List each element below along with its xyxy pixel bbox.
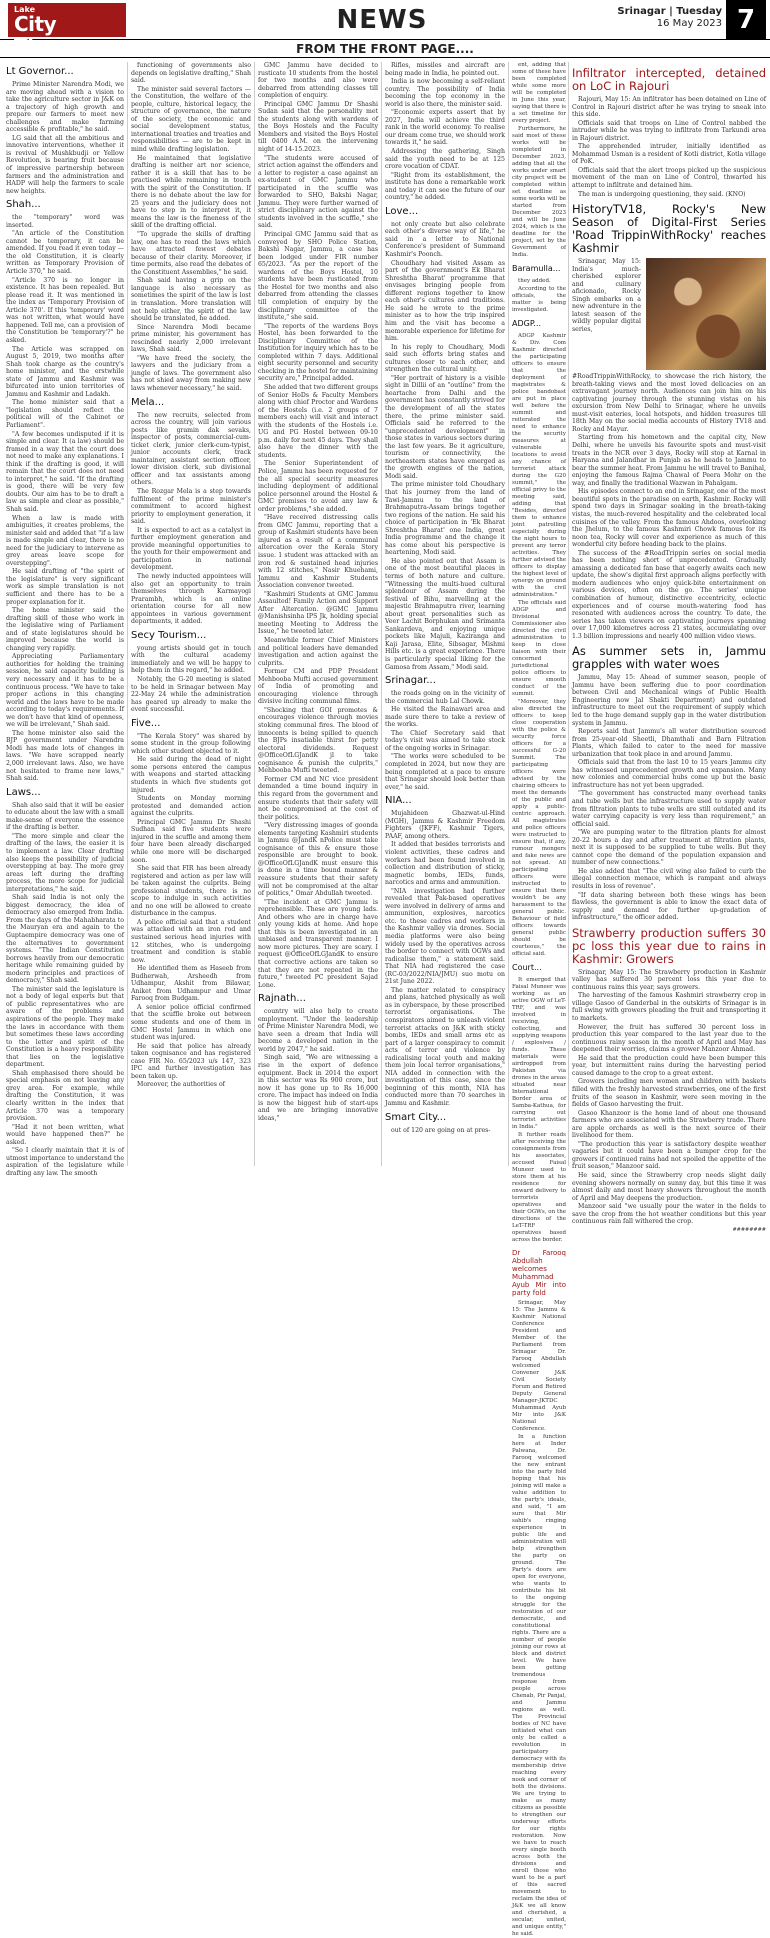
- article-heading: Baramulla...: [512, 264, 561, 273]
- paragraph: Shah emphasised there should be special emphasis on not leaving any grey area. For example, while drafting the Constitution, it was clearly written in the index that Article 370 was a temporary provision.: [6, 1069, 124, 1123]
- paragraph: "The government has constructed many overhead tanks and tube wells but the infrastructure used to supply water from filtration plants to tube wells are still outdated and its water carrying capacity is very less than requirement," an official said.: [572, 790, 766, 828]
- section-title: NEWS: [336, 5, 428, 35]
- paragraph: "The production this year is satisfactory despite weather vagaries but it could have been a bumper crop for the growers if continued rains had not spoiled the appetite of the fruit season," Manzoor said.: [572, 1140, 766, 1171]
- paragraph: Starting from his hometown and the capital city, New Delhi, where he unveils his favourite spots and must-visit treats in the NCR over 3 days, Rocky will stop at Karnal in Haryana and Jalandhar in Punjab as he heads to Jammu to bear the summer heat. From Jammu he will travel to Banihal, enjoying the famous Rajma Chawal of Peera Mohr on the way, and finally the traditional Wazwan in Pahalgam.: [572, 434, 766, 487]
- paragraph: "Very distressing images of goonda elements targeting Kashmiri students in Jammu @JandK nPolice must take cognisance of this & ensure those responsible are brought to book. @OfficeOfLGJandK must ensure this is done in a time bound manner & reassure students that their safety will not be compromised at the altar of politics," Omar Abdullah tweeted.: [258, 822, 378, 898]
- column-3: [258, 62, 378, 1166]
- article-heading: Smart City...: [385, 1111, 447, 1123]
- column-1: [6, 62, 124, 1177]
- paragraph: He also added that "The civil wing also failed to curb the illegal connection menace, which is rampant and always results in loss of revenue".: [572, 867, 766, 891]
- paragraph: Growers including men women and children with baskets filled with the freshly harvested strawberries, one of the first fruits of the season in Kashmir, were seen moving in the fields of Gasoo harvesting the fruit.: [572, 1078, 766, 1109]
- paragraph: The newly inducted appointees will also get an opportunity to train themselves through Karmayogi Prarambh, which is an online orientation course for all new appointees in various government departments, it added.: [131, 573, 251, 626]
- paragraph: "To upgrade the skills of drafting law, one has to read the laws which have attracted fewest debates because of their clarity. Moreover, if time permits, also read the debates of the Constituent Assemblies," he said.: [131, 231, 251, 276]
- paragraph: Rifles, missiles and aircraft are being made in India, he pointed out.: [385, 62, 505, 77]
- paragraph: Singh said, "We are witnessing a rise in the export of defence equipment. Back in 2014 the export in this sector was Rs 900 crore, but now it has gone up to Rs 16,000 crore. The impact has indeed on India is now the biggest hub of start-ups and we are bringing innovative ideas,": [258, 1054, 378, 1122]
- paragraph: functioning of governments also depends on legislative drafting," Shah said.: [131, 62, 252, 85]
- column-rule: [127, 62, 128, 1166]
- article-heading: Mela...: [131, 396, 165, 408]
- paragraph: He maintained that legislative drafting is neither art nor science, rather it is a skill that has to be practised while remaining in touch with the spirit of the Constitution. If there is no debate about the law for 25 years and the judiciary does not have to step in to interpret it, it means the law is the fineness of the skill of the drafting official.: [131, 154, 251, 230]
- paragraph: When a law is made with ambiguities, it creates problems, the minister said and added that "if a law is made simple and clear, there is no need for the judiciary to intervene as grey areas leave scope for overstepping".: [6, 514, 124, 567]
- paragraph: Officials said that the alert troops picked up the suspicious movement of the man on Line of Control, thwarted his attempt to infiltrate and detained him.: [572, 166, 766, 190]
- column-rule: [568, 62, 569, 1166]
- paragraph: "Have received distressing calls from GMC Jammu, reporting that a group of Kashmiri students have been injured as a result of a communal altercation over the Kerala Story issue. 1 student was attacked with an iron rod & sustained head injuries with 12 stitches," Nasir Khuehami, Jammu and Kashmir Students Association convenor tweeted.: [258, 514, 378, 590]
- paragraph: "Right from its establishment, the institute has done a remarkable work and today it can see the future of our country," he added.: [385, 171, 505, 202]
- paragraph: Former CM and NC vice president demanded a time bound inquiry in this regard from the government and ensure students that their safety will not be compromised at the cost of their politics.: [258, 775, 378, 821]
- paragraph: The home minister said the drafting skill of those who work in the legislative wing of Parliament and of state legislatures should be improved because the world is changing very rapidly.: [6, 607, 124, 652]
- paragraph: The minister said several factors — the Constitution, the welfare of the people, culture, historical legacy, the structure of governance, the nature of the society, the economic and social development status, international treaties and treaties and responsibilities — are to be kept in mind while drafting legislation.: [131, 85, 251, 154]
- paragraph: country will also help to create employment. "Under the leadership of Prime Minister Narendra Modi, we have seen a dream that India will become a developed nation in the world by 2047," he said.: [258, 1008, 378, 1053]
- paragraph: However, the fruit has suffered 30 percent loss in production this year compared to the last year due to the continuous rainy season in the month of April and May has deepened their worries, claims a grower Manzoor Ahmad.: [572, 1023, 766, 1054]
- paragraph: The matter related to conspiracy and plans, hatched physically as well as in cyberspace, by these proscribed terrorist organisations. The conspirators aimed to unleash violent terrorist attacks on J&K with sticky bombs, IEDs and small arms etc as part of a larger conspiracy to commit acts of terror and violence by radicalising local youth and making them join local terror organisations," NIA added in connection with the investigation of this case, since the beginning of this month, NIA has conducted more than 70 searches in Jammu and Kashmir.: [385, 986, 505, 1107]
- paragraph: "The incident at GMC Jammu is reprehensible. These are young lads. And others who are in charge have only young kids at home. And hope that this is been investigated in an unbiased and transparent manner. I now more pictures. They are scary. I request @OfficeOfLGJandK to ensure that corrective actions are taken so that they are not repeated in the future," tweeted PC president Sajad Lone.: [258, 898, 378, 989]
- page-number: 7: [726, 0, 766, 40]
- paragraph: Shah said having a grip on the language is also necessary as sometimes the spirit of the law is lost in translation. More translation will not help either, the spirit of the law should be translated, he added.: [131, 277, 251, 323]
- paragraph: The new recruits, selected from across the country, will join various posts like gramin dak sevaks, inspector of posts, commercial-cum-ticket clerk, junior clerk-cum-typist, junior accounts clerk, track maintainer, assistant section officer, lower division clerk, sub divisional officer and tax assistants among others.: [131, 411, 251, 487]
- paragraph: young artists should get in touch with the cultural academy immediately and we will be happy to help them in this regard," he added.: [131, 644, 251, 675]
- paragraph: Shah also said that it will be easier to educate about the law with a small make-sense of everyone the essence if the drafting is better.: [6, 801, 124, 832]
- paragraph: "The students were accused of strict action against the offenders and a letter to register a case against an ex-student of GMC Jammu who participated in the scuffle was forwarded to SHO, Bakshi Nagar, Jammu. They were further warned of strict disciplinary action against the students involved in the scuffle," she said.: [258, 154, 378, 230]
- column-rule: [254, 62, 255, 1166]
- headline-farooq: Dr Farooq Abdullah welcomes Muhammad Ayub Mir into party fold: [512, 1249, 566, 1297]
- paragraph: The apprehended intruder, initially identified as Mohammad Usman is a resident of Kotli district, Kotla village of PoK.: [572, 143, 766, 166]
- rocky-singh-photo: [646, 258, 766, 370]
- paragraph: Meanwhile former Chief Ministers and political leaders have demanded investigation and action against the culprits.: [258, 637, 378, 667]
- paragraph: It further reads after receiving the consignments from his associates, accused Faisal Muneer used to store them at his residence for onward delivery to terrorists operatives and their OGWs, on the directions of the LeT-TRF operatives based across the border.: [512, 1132, 566, 1243]
- paragraph: "NIA investigation had further revealed that Pak-based operatives were involved in delivery of arms and ammunition, explosives, narcotics etc. to these cadres and workers in the Kashmir valley via drones. Social media platforms were also being widely used by the operatives across the border to connect with OGWs and radicalise them," a statement said. That NIA had registered the case (RC-03/2022/NIA/JMU) suo motu on 21st June 2022.: [385, 887, 505, 986]
- paragraph: Mujahideen Ghazwat-ul-Hind (MGH), Jammu & Kashmir Freedom Fighters (JKFF), Kashmir Tigers, PAAF, among others.: [385, 810, 505, 840]
- paragraph: "Article 370 is no longer in existence. It has been repealed. But please read it. It was mentioned in the index as 'Temporary Provision of Article 370'. If this 'temporary' word was not written, what would have happened. Tell me, can a provision of the Constitution be 'temporary'?" he asked.: [6, 276, 124, 344]
- paragraph: He said drafting of "the spirit of the legislature" is very significant work as simple translation is not sufficient and there has to be a proper explanation for it.: [6, 568, 124, 606]
- paragraph: Students on Monday morning protested and demanded action against the culprits.: [131, 795, 251, 818]
- paragraph: Notably, the G-20 meeting is slated to be held in Srinagar between May 22-May 24 while the administration has geared up already to make the event successful.: [131, 676, 251, 714]
- article-heading: Srinagar...: [385, 675, 436, 687]
- paragraph: The minister said the legislature is not a body of legal experts but that of public representatives who are aware of the problems and aspirations of the people. They make the laws in accordance with them but sometimes these laws according to the letter and spirit of the Constitution is a heavy responsibility that lies on the legislative department.: [6, 985, 124, 1069]
- paragraph: The man is undergoing questioning, they said. (KNO): [578, 190, 746, 198]
- section-subhead: FROM THE FRONT PAGE....: [0, 40, 770, 58]
- paragraph: the roads going on in the vicinity of the commercial hub Lal Chowk.: [385, 690, 505, 705]
- paragraph: Srinagar, May 15: The Jammu & Kashmir National Conference President and Member of the Parliament from Srinagar Dr. Farooq Abdullah welcomed Convener J&K Civil Society Forum and Retired Deputy General Manager-JKTDC Muhammad Ayub Mir into J&K National Conference.: [512, 1300, 566, 1432]
- paragraph: Srinagar, May 15: India's much-cherished explorer and culinary aficionado, Rocky Singh embarks on a new adventure in the latest season of the wildly popular digital series, #RoadTrippinWithRocky, to showcase the rich history, the breath-taking views and the most loved delicacies on an extravagant journey north. Audiences can join him on his captivating journey through the stunning vistas on his excursion from New Delhi to Srinagar, where he unveils must-visit eateries, local hotspots, and hidden treasures till 18th May on the social media accounts of History TV18 and Rocky and Mayur.: [572, 258, 766, 433]
- city-day: Srinagar | Tuesday: [617, 6, 722, 17]
- article-heading: Secy Tourism...: [131, 629, 207, 641]
- paragraph: According to the officials, the matter is being investigated.: [512, 286, 566, 313]
- paragraph: Moreover, the authorities of: [137, 1081, 225, 1089]
- headline-infiltrator: Infiltrator intercepted, detained on LoC in Rajouri: [572, 66, 766, 93]
- column-rule: [508, 62, 509, 1166]
- paragraph: Principal GMC Jammu Dr Shashi Sudhan said five students were injured in the scuffle and among them four have been already discharged while one more will be discharged soon.: [131, 818, 251, 864]
- headline-historytv18: HistoryTV18, Rocky's New Season of Digital-First Series 'Road TrippinWithRocky' reaches Kashmir: [572, 202, 766, 256]
- paragraph: The home minister also said the BJP government under Narendra Modi has made lots of changes in laws. "We have scrapped nearly 2,000 irrelevant laws. Also, we have not hesitated to frame new laws," Shah said.: [6, 729, 124, 783]
- paragraph: His episodes connect to an end in Srinagar, one of the most beautiful spots in the paradise on earth, Kashmir. Rocky will spend two days in Srinagar soaking in the breath-taking vistas, the much-revered hospitality and the celebrated local cuisines of the valley. From the famous Ahdoos, overlooking the Jhelum, to the famous Kashmiri Chowk famous for its noon tea, Rocky will cover and experience as much of this wonderful city before heading back to the plains.: [572, 488, 766, 549]
- paragraph: Rajouri, May 15: An infiltrator has been detained on Line of Control in Rajouri district after he was trying to sneak into this side.: [572, 96, 766, 119]
- paragraph: out of 120 are going on at pres-: [391, 1126, 491, 1134]
- article-heading: Lt Governor...: [6, 66, 74, 77]
- paragraph: The Chief Secretary said that today's visit was aimed to take stock of the ongoing works in Srinagar.: [385, 729, 505, 752]
- paragraph: The success of the #RoadTrippin series on social media has been nothing short of unprecedented. Gradually amassing a dedicated fan base that eagerly awaits each new update, the show's digital first approach aligns perfectly with modern audiences who enjoy quick-bite entertainment on various devices, often on the go. The series' unique combination of humour, distinctive eccentricity, eclectic experiences and of course mouth-watering food has resonated with audiences across the country. To date, the series has taken viewers on captivating journeys spanning over 17,000 kilometres across 21 states, accumulating over 1.3 billion impressions and nearly 400 million video views.: [572, 549, 766, 640]
- paragraph: He said during the dead of night some persons entered the campus with weapons and started attacking students in which five students got injured.: [131, 756, 251, 794]
- paragraph: "An article of the Constitution cannot be temporary, it can be amended. If you read it even today — the old Constitution, it is clearly written as Temporary Provision of Article 370," he said.: [6, 230, 124, 276]
- article-heading: ADGP...: [512, 319, 542, 328]
- paragraph: "The Kerala Story" was shared by some student in the group following which other student objected to it.: [131, 732, 251, 755]
- article-heading: NIA...: [385, 795, 412, 807]
- column-6: [572, 62, 766, 1233]
- paragraph: the "temporary" word was inserted.: [6, 214, 124, 229]
- paragraph: The Article was scrapped on August 5, 2019, two months after Shah took charge as the country's home minister, and the erstwhile state of Jammu and Kashmir was bifurcated into union territories of Jammu and Kashmir and Ladakh.: [6, 345, 124, 398]
- paragraph: He said, since the Strawberry crop needs slight daily evening showers normally on sunny day, but this time it was almost daily and most heavy showers throughout the month of April and May deepens the production.: [572, 1171, 766, 1202]
- paragraph: "The more simple and clear the drafting of the laws, the easier it is to implement a law. Clear drafting also keeps the possibility of judicial overstepping at bay. The more grey areas left during the drafting process, the more scope for judicial interpretations," he said.: [6, 832, 124, 893]
- article-heading: Love...: [385, 205, 419, 217]
- paragraph: A police official said that a student was attacked with an iron rod and sustained serious head injuries with 12 stitches, who is undergoing treatment and condition is stable now.: [131, 918, 251, 964]
- paragraph: Appreciating Parliamentary authorities for holding the training session, he said capacity building is very necessary and it has to be a continuous process. "We have to take proper actions in this changing world and the laws have to be made according to today's requirements. If we don't have that kind of openness, we will be irrelevant," Shah said.: [6, 653, 124, 729]
- paragraph: GMC Jammu have decided to rusticate 10 students from the hostel for two months and also were debarred from attending classes till completion of enquiry.: [258, 62, 378, 100]
- end-mark: ########: [732, 1226, 766, 1233]
- headline-strawberry: Strawberry production suffers 30 pc loss this year due to rains in Kashmir: Growers: [572, 925, 766, 966]
- paragraph: In a function here at Inder Palwana, Dr. Farooq welcomed the new entrant into the party fold hoping that his joining will make a value addition to the party's ideals, and said, "I am sure that Mir sahib's ringing experience in public life and administration will help strengthen the party on ground. The Party's doors are open for everyone, who wants to contribute his bit to the ongoing struggle for the restoration of our democratic, and constitutional rights. There are a number of people joining our rows at block and district level. We have been getting tremendous response from people across Chenab, Pir Panjal, and Jammu regions as well. The Provincial bodies of NC have initiated what can only be called a revolution in participatory democracy with its membership drive reaching every nook and corner of both the divisions. We are trying to make as many citizens as possible to strengthen our underway efforts for our rights restoration. Now we have to reach every single booth across both the divisions and enroll those who want to be a part of this sacred movement to reclaim the idea of J&K we all know and cherished, a secular, united, and unique entity," he said.: [512, 1434, 566, 1937]
- paragraph: India is now becoming a self-reliant country. The possibility of India becoming the top economy in the world is also there, the minister said.: [385, 78, 505, 108]
- paragraph: He visited the Rainawari area and made sure there to take a review of the works.: [385, 706, 505, 729]
- paragraph: "The works were scheduled to be completed in 2024, but now they are being completed at a pace to ensure that Srinagar should look better than ever," he said.: [385, 753, 505, 791]
- paragraph: "The reports of the wardens Boys Hostel, has been forwarded to the Disciplinary Committee of the Institution for inquiry which has to be completed within 7 days. Additional eight security personnel and security checking in the hostel for maintaining security are," Principal added.: [258, 322, 378, 383]
- paragraph: Officials said that troops on Line of Control nabbed the intruder while he was trying to infiltrate from Tarkundi area in Rajouri district.: [572, 119, 766, 142]
- paragraph: LG said that all the ambitious and innovative interventions, whether it is revival of Mushkbudji or Yellow Revolution, is bearing fruit because of impressive partnership between farmers and the administration and HADP will help the farmers to scale new heights.: [6, 134, 124, 195]
- paragraph: It added that besides terrorists and violent activities, these cadres and workers had been found involved in collection and distribution of sticky, magnetic bombs, IEDs, funds, narcotics and arms and ammunition.: [385, 841, 505, 887]
- paragraph: Since Narendra Modi became prime minister, his government has rescinded nearly 2,000 irrelevant laws, Shah said.: [131, 323, 251, 354]
- paragraph: Jammu, May 15: Ahead of summer season, people of Jammu have been suffering due to poor coordination between Civil and Mechanical wings of Public Health Engineering now Jal Shakti Department) and outdated infrastructure to meet out the requirement of supply which led to the huge demand supply gap in the water distribution system in Jammu.: [572, 674, 766, 727]
- newspaper-logo: [8, 3, 126, 37]
- column-rule: [381, 62, 382, 1166]
- paragraph: He also pointed out that Assam is one of the most beautiful places in terms of both nature and culture. "Witnessing the multi-hued cultural splendour of Assam during the festival of Bihu, marvelling at the majestic Brahmaputra river, learning about great personalities such as Veer Lachit Borphukan and Srimanta Sankardeva, and enjoying unique pockets like Majuli, Kaziranga and Kaji Jarasa, Elite, Sibsagar, Mishmi Hills etc. is a great experience. There is particularly special liking for the Gamosa from Assam," Modi said.: [385, 557, 505, 671]
- paragraph: Principal GMC Jammu said that as conveyed by SHO Police Station, Bakshi Nagar, Jammu, a case has been lodged under FIR number 65/2023. "As per the report of the wardens of the Boys Hostel, 10 students have been rusticated from the Hostel for two months and also debarred from attending the classes till completion of enquiry by the disciplinary committee of the institute," she said.: [258, 231, 378, 322]
- column-2: [131, 62, 251, 1166]
- article-heading: Court...: [512, 963, 542, 972]
- paragraph: She added that two different groups of Senior HoDs & Faculty Members along with chief Proctor and Wardens of the Hostels (i.e. 2 groups of 7 members each) will visit and interact with the students of the Hostels i.e. UG and PG Hostel between 09-10 p.m. daily for next 45 days. They shall also have the dinner with the students.: [258, 383, 378, 459]
- paragraph: ent, adding that some of these have been completed while some more will be completed in June this year, saying that there is a set timeline for every project.: [512, 62, 566, 124]
- paragraph: In his reply to Choudhary, Modi said such efforts bring states and cultures closer to each other, and strengthen the cultural unity.: [385, 343, 505, 374]
- article-heading: Five...: [131, 717, 161, 729]
- paragraph: The Rozgar Mela is a step towards fulfilment of the prime minister's commitment to accord highest priority to employment generation, it said.: [131, 487, 251, 526]
- logo-main: City: [14, 12, 57, 36]
- paragraph: "A few becomes undisputed if it is simple and clear. It (a law) should be framed in a way that the court does not need to make any explanations. I think if the drafting is good, it will remain that the court does not need to interpret," he said. "If the drafting is good, there will be very few doubts. Our aim has to be to draft a law as simple and clear as possible," Shah said.: [6, 430, 124, 513]
- paragraph: Addressing the gathering, Singh said the youth need to be at 125 crore vocation of CDAT.: [385, 148, 505, 171]
- paragraph: Shah said India is not only the biggest democracy, the idea of democracy also emerged from India. From the days of the Mahabharata to the Mauryan era and again to the Guptaempire democracy was one of the alternatives to government systems. "The Indian Constitution borrows heavily from our democratic heritage while remaining guided by modern principles and practices of democracy," Shah said.: [6, 894, 124, 985]
- issue-date: 16 May 2023: [656, 18, 722, 29]
- logo-top: Lake: [14, 5, 36, 14]
- column-5: [512, 62, 566, 1937]
- paragraph: He identified them as Haseeb from Budherwah, Arsheedh from Udhampur, Akshit from Bilawar, Aniket from Udhampur and Umar Farooq from Budgam.: [131, 965, 251, 1003]
- paragraph: He said that the production could have been bumper this year, but intermittent rains during the harvesting period caused damage to the crop to a great extent.: [572, 1054, 766, 1077]
- date-block: [617, 6, 722, 30]
- paragraph: "So I clearly maintain that it is of utmost importance to understand the aspiration of the legislature while drafting any law. The smooth: [6, 1147, 124, 1177]
- paragraph: A senior police official confirmed that the scuffle broke out between some students and one of them in GMC Hostel Jammu in which one student was injured.: [131, 1003, 251, 1042]
- article-heading: Rajnath...: [258, 993, 306, 1005]
- article-heading: Laws...: [6, 786, 41, 798]
- paragraph: Former CM and PDP President Mehbooba Mufti accused government of India of promoting and encouraging violence through divisive inciting communal films.: [258, 668, 378, 706]
- paragraph: they added.: [518, 278, 551, 284]
- paragraph: not only create but also celebrate each other's diverse way of life," he said in a letter to National Conference's president of Summand Kashmir's Poonch.: [385, 220, 505, 259]
- paragraph: He said that police has already taken cognisance and has registered case FIR No. 65/2023 u/s 147, 323 IPC and further investigation has been taken up.: [131, 1042, 251, 1080]
- paragraph: It is expected to act as a catalyst in further employment generation and provide meaningful opportunities to the youth for their empowerment and participation in national development.: [131, 526, 251, 572]
- paragraph: "Shocking that GOI promotes & encourages violence through movies stoking communal fires. The blood of innocents is being spilled to quench the BJPs insatiable thirst for petty electoral dividends. Request @OfficeOfLGJandK jl to take cognisance & punish the culprits," Mehbooba Mufti tweeted.: [258, 706, 378, 775]
- paragraph: Furthermore, he said most of these works will be completed in December 2023, adding that all the works under smart city project will be completed within set deadline as some works will be started from December 2023 and will be June 2024, which is the deadline for the project, set by the Government of India.: [512, 126, 566, 258]
- paragraph: She said that FIR has been already registered and action as per law will be taken against the culprits. Being professional students, there is no scope to indulge in such activities and no one will be allowed to create disturbance in the campus.: [131, 865, 251, 918]
- paragraph: "Kashmiri Students at GMC Jammu Assaulted! Family Action and Support After Altercation. @GMC Jammu @Manishsinha IPS Jk, holding special meeting Meeting to Address the Issue," he tweeted later.: [258, 590, 378, 636]
- paragraph: The prime minister told Choudhary that his journey from the land of Tawi-Jammu to the land of Brahmaputra-Assam brings together two regions of the nation. He said his choice of participation in 'Ek Bharat Shreshtha Bharat' one India, great India programme and the change it has come about his perspective is heartening, Modi said.: [385, 481, 505, 557]
- paragraph: "Economic experts assert that by 2027, India will achieve the third rank in the world economy. To realise our dream come true, we should work towards it," he said.: [385, 109, 505, 147]
- masthead: [0, 0, 770, 40]
- paragraph: Gasoo Khanzoor is the home land of about one thousand farmers who are associated with the Strawberry trade. There are apple orchards as well is the next source of their livelihood for them.: [572, 1109, 766, 1140]
- paragraph: "We are pumping water to the filtration plants for almost 20-22 hours a day and after treatment at filtration plants, next it is supposed to be supplied to tube wells. But they cannot cope the demand of the population expansion and number of new connections.": [572, 829, 766, 867]
- paragraph: "We have freed the society, the lawyers and the judiciary from a jungle of laws. The government also has not shied away from making new laws whenever necessary," he said.: [131, 354, 251, 392]
- article-heading: Shah...: [6, 199, 41, 211]
- paragraph: Principal GMC Jammu Dr Shashi Sudan said that the personality met the students along with wardens of the Boys Hostels and the Faculty Members and visited the Boys Hostel till 0400 A.M. on the intervening night of 14-15.2023.: [258, 100, 378, 154]
- paragraph: The home minister said that a "legislation should reflect the political will of the Cabinet or Parliament".: [6, 399, 124, 429]
- column-4: [385, 62, 505, 1166]
- paragraph: "Her portrait of history is a visible sight in Dillii of an "outline" from the heartache from Dalhi and the government has constantly strived for the development of all the states there, the prime minister said. Officials said he referred to the "unprecedented development" in those states in various sectors during the last few years. Be it agriculture, tourism or connectivity, the northeastern states have emerged as the growth engines of the nation, Modi said.: [385, 374, 505, 480]
- paragraph: It emerged that Faisal Muneer was working as an active OGW of LeT-TRF, and was involved in receiving, collecting, and supplying weapons / explosives / funds. These materials were airdropped from Pakistan via drones in the areas situated near International Border area of Samba-Kathua, for carrying out terrorist activities in India.": [512, 977, 566, 1130]
- paragraph: "If data sharing between both these wings has been flawless, the government is able to know the exact data of supply and demand for further up-gradation of infrastructure," the officer added.: [572, 891, 766, 922]
- paragraph: Manzoor said "we usually pour the water in the fields to save the crop from the hot weather conditions but this year continuous rain fall withered the crop.: [572, 1203, 766, 1226]
- paragraph: Reports said that Jammu's all water distribution sourced from 25-year-old Sheetli, Dhamthali and Barn Filtration Plants, which failed to cater to the need for massive urbanization that took place in and around Jammu.: [572, 728, 766, 758]
- paragraph: "Had it not been written, what would have happened then?" he asked.: [6, 1123, 124, 1146]
- paragraph: Choudhary had visited Assam as part of the government's Ek Bharat Shreshtha Bharat' programme that envisages bringing people from different regions together to know each other's cultures and traditions. He said he wrote to the prime minister as to how the trip inspired him and the visit has become a memorable experience for lifetime for him.: [385, 259, 505, 343]
- paragraph: The officials said ADGP and Divisional Commissioner also directed the civil administration to keep in close liaison with their concerned jurisdictional police officers to ensure smooth conduct of the summit.: [512, 600, 566, 697]
- headline-water-woes: As summer sets in, Jammu grapples with water woes: [572, 644, 766, 672]
- paragraph: Srinagar, May 15: The Strawberry production in Kashmir valley has suffered 30 percent loss this year due to continuous rains this year, says growers.: [572, 968, 766, 991]
- paragraph: The Senior Superintendent of Police, Jammu has been requested for the all special security measures including deployment of additional police personnel around the Hostel & GMC premises to avoid any law & order problems," she added.: [258, 460, 378, 513]
- paragraph: Officials said that from the last 10 to 15 years Jammu city has witnessed unprecedented growth and expansion. Many new colonies and commercial hubs come up but the basic infrastructure has not yet been upgraded.: [572, 759, 766, 789]
- paragraph: Prime Minister Narendra Modi, we are moving ahead with a vision to take the agriculture sector in J&K on a trajectory of high growth and prepare our farmers to meet new challenges and make farming accessible & profitable," he said.: [6, 81, 124, 134]
- paragraph: "Moreover, they also directed the officers to keep close cooperation with the police & security force officers for a successful G-20 Summit. The participating officers were advised by the chairing officers to meet the demands of the public and apply a public-centric approach. All magistrates and police officers were instructed to ensure that, if any, rumour mongers and fake news are not spread. All participating officers were instructed to ensure that there wouldn't be any harassment to the general public. Behaviour of field officers towards general public should be courteous," the official said.: [512, 699, 566, 957]
- paragraph: The harvesting of the famous Kashmiri strawberry crop in village Gasoo of Ganderbal in the outskirts of Srinagar is in full swing with growers pleading the fruit and transporting it to markets.: [572, 992, 766, 1023]
- paragraph: ADGP Kashmir & Div. Com Kashmir directed the participating officers to ensure that the deployment of magistrates & police bandobast are put in place well before the summit and reiterated the need to enhance the security measures at vulnerable locations to avoid any chance of terrorist attack during the G20 summit," the official privy to the meeting said, adding that "Besides, directed them to enhance joint patrolling especially during the night hours to prevent any terror activities. They further advised the officers to display the highest level of synergy on ground with the civil administration.": [512, 333, 566, 598]
